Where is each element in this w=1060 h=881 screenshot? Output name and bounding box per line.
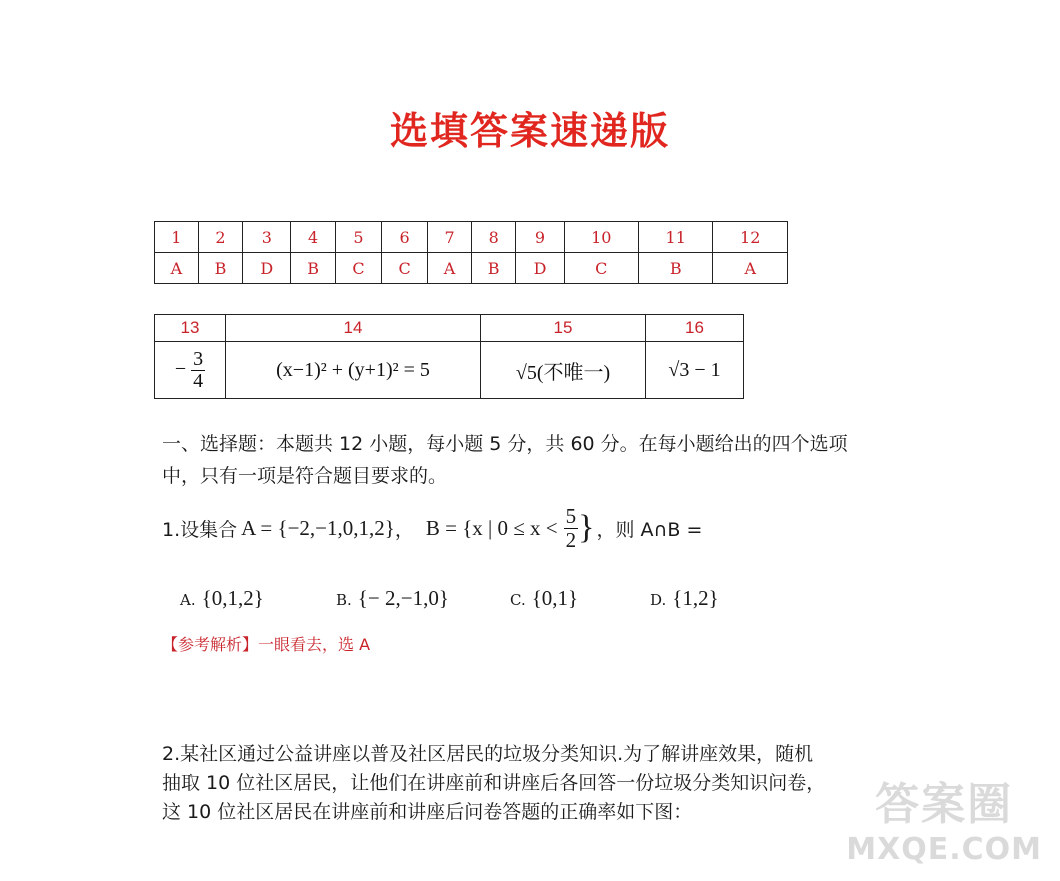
question-1	[162, 500, 702, 556]
watermark-url: MXQE.COM	[846, 832, 1042, 867]
option-c[interactable]	[510, 586, 578, 611]
table-cell: 1	[155, 222, 199, 253]
option-a[interactable]	[180, 586, 264, 611]
set-b-left: B = {x | 0 ≤ x <	[425, 515, 558, 540]
table-cell: B	[471, 253, 515, 284]
answer-table-choice	[154, 221, 788, 284]
answer-table-fill	[154, 314, 744, 399]
options-row	[180, 586, 740, 616]
table-cell: C	[382, 253, 428, 284]
option-value: {0,1}	[531, 586, 579, 610]
analysis-text: 【参考解析】一眼看去，选 A	[162, 635, 371, 654]
section-line: 中，只有一项是符合题目要求的。	[162, 465, 448, 487]
set-b-right: }	[578, 509, 595, 546]
watermark-logo-text: 答案圈	[875, 779, 1014, 830]
table-cell: A	[428, 253, 472, 284]
table-cell: 14	[226, 315, 481, 342]
table-cell: D	[243, 253, 291, 284]
table-cell: 12	[713, 222, 788, 253]
option-b[interactable]	[336, 586, 449, 611]
option-value: {0,1,2}	[201, 586, 264, 610]
fraction	[191, 349, 205, 392]
option-letter: B.	[336, 591, 352, 609]
table-cell: 2	[198, 222, 242, 253]
option-letter: A.	[180, 591, 196, 609]
table-cell: 5	[335, 222, 381, 253]
set-a: A = {−2,−1,0,1,2}	[241, 515, 395, 540]
table-cell: 16	[646, 315, 744, 342]
table-cell: A	[155, 253, 199, 284]
table-row-numbers	[155, 222, 788, 253]
table-cell: 3	[243, 222, 291, 253]
question-line: 抽取 10 位社区居民，让他们在讲座前和讲座后各回答一份垃圾分类知识问卷，	[162, 772, 826, 794]
comma: ，	[394, 518, 414, 541]
table-cell: C	[335, 253, 381, 284]
table-row-answers	[155, 342, 744, 399]
table-cell: 8	[471, 222, 515, 253]
answer-16: √3 − 1	[646, 342, 744, 399]
fraction-numerator: 5	[565, 504, 577, 529]
page-title: 选填答案速递版	[389, 108, 670, 153]
table-cell: B	[291, 253, 335, 284]
table-cell: A	[713, 253, 788, 284]
watermark	[846, 768, 1042, 867]
table-cell: D	[516, 253, 564, 284]
table-cell: 13	[155, 315, 226, 342]
table-row-numbers	[155, 315, 744, 342]
question-prefix: 1.设集合	[162, 518, 238, 541]
minus-sign: −	[174, 357, 187, 380]
option-letter: D.	[650, 591, 667, 609]
question-2	[162, 740, 825, 827]
section-heading	[162, 428, 848, 492]
question-line: 2.某社区通过公益讲座以普及社区居民的垃圾分类知识.为了解讲座效果，随机	[162, 743, 814, 765]
answer-14: (x−1)² + (y+1)² = 5	[226, 342, 481, 399]
table-cell: 11	[639, 222, 713, 253]
fraction	[564, 505, 579, 550]
option-letter: C.	[510, 591, 526, 609]
table-cell: 4	[291, 222, 335, 253]
fraction-denominator: 2	[565, 527, 577, 552]
table-cell: B	[198, 253, 242, 284]
answer-15: √5(不唯一)	[481, 342, 646, 399]
table-cell: 15	[481, 315, 646, 342]
question-line: 这 10 位社区居民在讲座前和讲座后问卷答题的正确率如下图：	[162, 801, 693, 823]
option-value: {− 2,−1,0}	[357, 586, 449, 610]
table-cell: C	[564, 253, 638, 284]
section-line: 一、选择题：本题共 12 小题，每小题 5 分，共 60 分。在每小题给出的四个选项	[162, 433, 848, 455]
answer-13	[155, 342, 226, 399]
table-cell: B	[639, 253, 713, 284]
table-cell: 7	[428, 222, 472, 253]
option-value: {1,2}	[672, 586, 719, 610]
table-cell: 6	[382, 222, 428, 253]
question-suffix: ，则 A∩B =	[596, 518, 703, 541]
option-d[interactable]	[650, 586, 719, 611]
fraction-numerator: 3	[193, 347, 204, 370]
table-row-answers	[155, 253, 788, 284]
table-cell: 10	[564, 222, 638, 253]
table-cell: 9	[516, 222, 564, 253]
fraction-denominator: 4	[193, 369, 204, 392]
